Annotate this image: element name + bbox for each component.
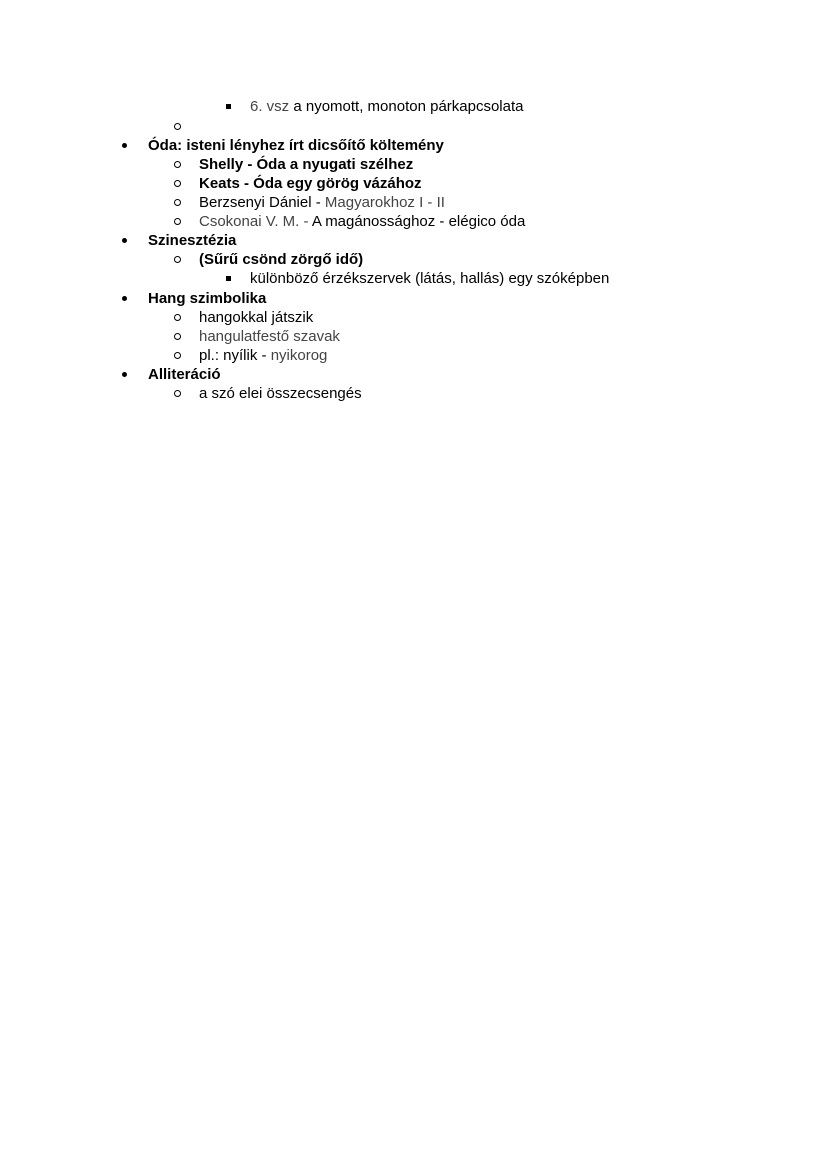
circle-bullet-icon [174,218,181,225]
disc-bullet-icon [122,296,127,301]
list-item-text: Berzsenyi Dániel - Magyarokhoz I - II [199,194,445,211]
circle-bullet-icon [174,333,181,340]
circle-bullet-icon [174,180,181,187]
list-item-text: Shelly - Óda a nyugati szélhez [199,156,414,173]
list-item-text: pl.: nyílik - nyikorog [199,347,328,364]
disc-bullet-icon [122,143,127,148]
list-item-text: (Sűrű csönd zörgő idő) [199,251,364,268]
list-item-text: Alliteráció [148,366,221,383]
square-bullet-icon [226,104,231,109]
list-item-text: hangokkal játszik [199,309,314,326]
disc-bullet-icon [122,372,127,377]
disc-bullet-icon [122,238,127,243]
circle-bullet-icon [174,314,181,321]
circle-bullet-icon [174,390,181,397]
list-item-text: hangulatfestő szavak [199,328,340,345]
list-item-text: a szó elei összecsengés [199,385,362,402]
list-item-text: Szinesztézia [148,232,237,249]
list-item-text: Keats - Óda egy görög vázához [199,175,422,192]
list-item-text: Csokonai V. M. - A magánossághoz - elégico óda [199,213,526,230]
list-item-text: Óda: isteni lényhez írt dicsőítő költemény [148,137,444,154]
list-item-text: különböző érzékszervek (látás, hallás) egy szóképben [250,270,610,287]
square-bullet-icon [226,276,231,281]
list-item-text: 6. vsz a nyomott, monoton párkapcsolata [250,98,524,115]
circle-bullet-icon [174,256,181,263]
circle-bullet-icon [174,199,181,206]
circle-bullet-icon [174,352,181,359]
circle-bullet-icon [174,123,181,130]
circle-bullet-icon [174,161,181,168]
list-item-text: Hang szimbolika [148,290,267,307]
